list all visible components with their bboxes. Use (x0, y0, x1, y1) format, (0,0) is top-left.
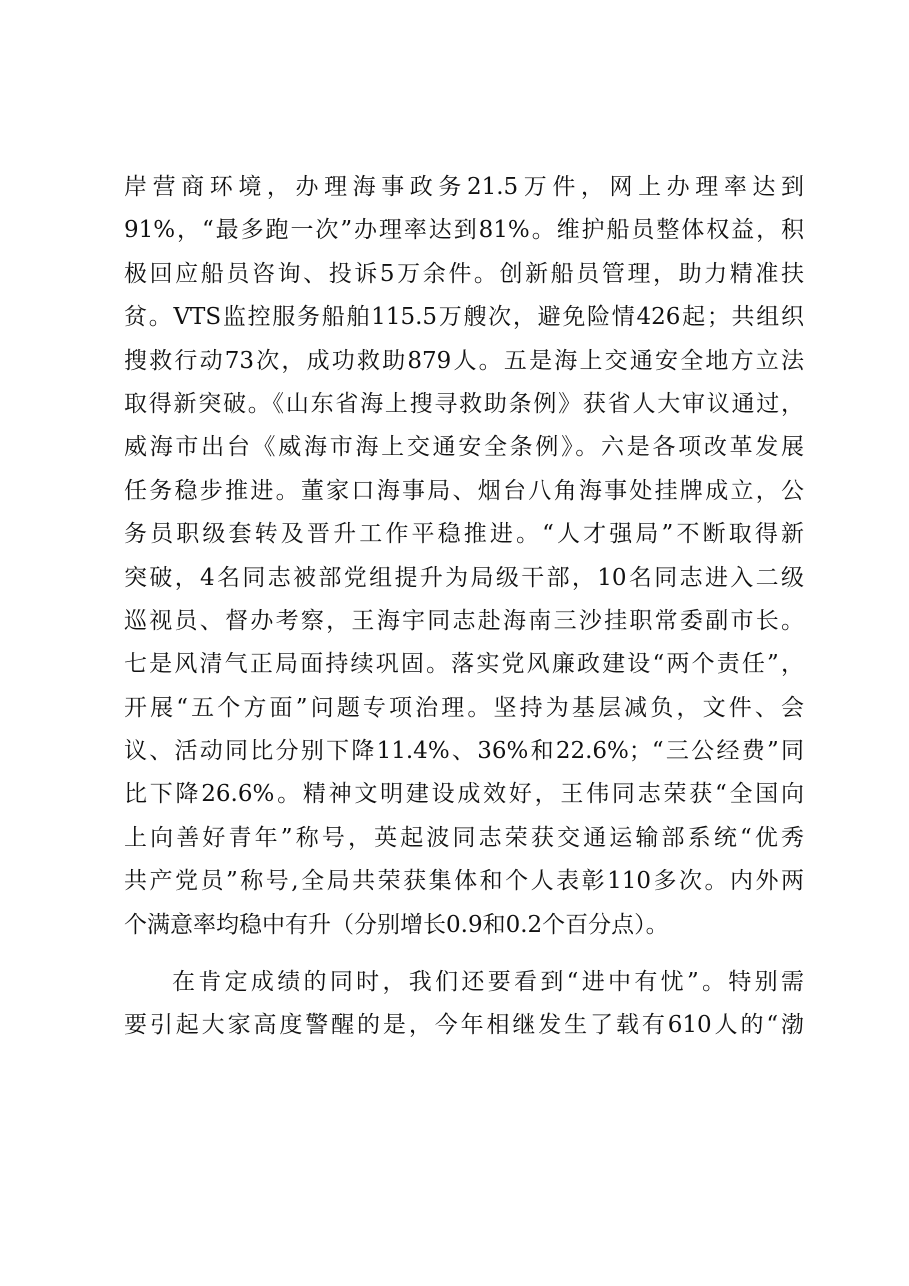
text-line: 共产党员”称号,全局共荣获集体和个人表彰110多次。内外两 (124, 868, 804, 895)
paragraph-1 (124, 166, 804, 947)
text-line: 搜救行动73次，成功救助879人。五是海上交通安全地方立法 (124, 347, 804, 374)
text-line: 极回应船员咨询、投诉5万余件。创新船员管理，助力精准扶 (124, 260, 804, 287)
text-line: 比下降26.6%。精神文明建设成效好，王伟同志荣获“全国向 (124, 781, 804, 808)
text-line: 要引起大家高度警醒的是，今年相继发生了载有610人的“渤 (124, 1012, 804, 1039)
text-line: 91%，“最多跑一次”办理率达到81%。维护船员整体权益，积 (124, 217, 804, 244)
text-line: 个满意率均稳中有升（分别增长0.9和0.2个百分点）。 (124, 911, 669, 938)
text-line: 突破，4名同志被部党组提升为局级干部，10名同志进入二级 (124, 564, 804, 591)
text-line: 贫。VTS监控服务船舶115.5万艘次，避免险情426起；共组织 (124, 304, 804, 331)
paragraph-spacer (124, 947, 804, 961)
text-line: 任务稳步推进。董家口海事局、烟台八角海事处挂牌成立，公 (124, 477, 804, 504)
text-line: 上向善好青年”称号，英起波同志荣获交通运输部系统“优秀 (124, 824, 804, 851)
text-line: 议、活动同比分别下降11.4%、36%和22.6%；“三公经费”同 (124, 738, 804, 765)
text-line: 开展“五个方面”问题专项治理。坚持为基层减负，文件、会 (124, 694, 804, 721)
text-line: 务员职级套转及晋升工作平稳推进。“人才强局”不断取得新 (124, 521, 804, 548)
document-body (124, 166, 804, 1048)
text-line: 取得新突破。《山东省海上搜寻救助条例》获省人大审议通过， (124, 390, 804, 417)
text-line: 在肯定成绩的同时，我们还要看到“进中有忧”。特别需 (172, 969, 804, 996)
text-line: 岸营商环境，办理海事政务21.5万件，网上办理率达到 (124, 174, 804, 200)
text-line: 七是风清气正局面持续巩固。落实党风廉政建设“两个责任”， (124, 651, 804, 678)
paragraph-2 (124, 961, 804, 1048)
text-line: 巡视员、督办考察，王海宇同志赴海南三沙挂职常委副市长。 (124, 607, 804, 634)
text-line: 威海市出台《威海市海上交通安全条例》。六是各项改革发展 (124, 434, 804, 461)
